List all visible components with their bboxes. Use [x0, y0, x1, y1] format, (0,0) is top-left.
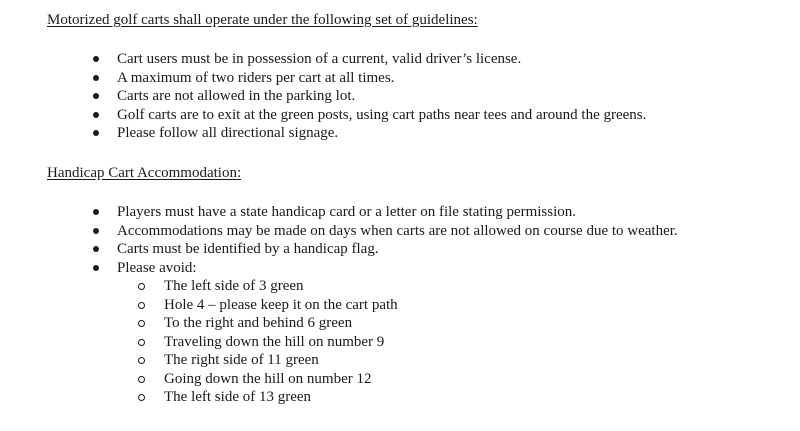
sublist-item	[138, 277, 678, 296]
circle-bullet-icon	[138, 302, 145, 309]
list-item	[92, 87, 646, 106]
list-item	[92, 124, 646, 143]
list-item-text: Carts must be identified by a handicap flag.	[117, 241, 379, 257]
list-item-text: Please follow all directional signage.	[117, 125, 339, 141]
sublist-item-text: Going down the hill on number 12	[164, 370, 372, 387]
bullet-icon	[93, 246, 99, 252]
list-item-text: Carts are not allowed in the parking lot.	[117, 88, 356, 104]
sublist-item-text: The left side of 13 green	[164, 389, 312, 405]
sublist-item	[138, 314, 678, 333]
list-item	[92, 106, 646, 125]
list-item	[92, 222, 678, 241]
list-item	[92, 69, 646, 88]
list-item	[92, 259, 678, 407]
bullet-icon	[93, 56, 99, 62]
avoid-sublist	[138, 277, 678, 407]
list-item	[92, 240, 678, 259]
bullet-icon	[93, 130, 99, 136]
sublist-item-text: Traveling down the hill on number 9	[164, 333, 385, 350]
circle-bullet-icon	[138, 339, 145, 346]
bullet-icon	[93, 228, 99, 234]
list-item-text: Please avoid:	[117, 259, 197, 276]
list-item-text: Accommodations may be made on days when carts are not allowed on course due to weather.	[117, 222, 678, 239]
handicap-list	[92, 203, 678, 407]
section-heading-handicap-accommodation: Handicap Cart Accommodation:	[47, 165, 242, 181]
bullet-icon	[93, 265, 99, 271]
list-item	[92, 203, 678, 222]
circle-bullet-icon	[138, 376, 145, 383]
circle-bullet-icon	[138, 283, 145, 290]
sublist-item-text: The left side of 3 green	[164, 278, 304, 294]
sublist-item	[138, 388, 678, 407]
list-item-text: Players must have a state handicap card or a letter on file stating permission.	[117, 204, 577, 220]
sublist-item-text: To the right and behind 6 green	[164, 315, 353, 331]
circle-bullet-icon	[138, 357, 145, 364]
bullet-icon	[93, 209, 99, 215]
section-heading-golf-cart-guidelines: Motorized golf carts shall operate under the following set of guidelines:	[47, 12, 478, 28]
sublist-item	[138, 351, 678, 370]
circle-bullet-icon	[138, 394, 145, 401]
bullet-icon	[93, 75, 99, 81]
sublist-item	[138, 296, 678, 315]
list-item	[92, 50, 646, 69]
bullet-icon	[93, 93, 99, 99]
sublist-item-text: Hole 4 – please keep it on the cart path	[164, 296, 398, 313]
sublist-item	[138, 333, 678, 352]
guidelines-list	[92, 50, 646, 143]
sublist-item-text: The right side of 11 green	[164, 352, 319, 368]
list-item-text: A maximum of two riders per cart at all times.	[117, 69, 395, 86]
bullet-icon	[93, 112, 99, 118]
list-item-text: Cart users must be in possession of a current, valid driver’s license.	[117, 51, 522, 67]
circle-bullet-icon	[138, 320, 145, 327]
sublist-item	[138, 370, 678, 389]
list-item-text: Golf carts are to exit at the green posts, using cart paths near tees and around the greens.	[117, 106, 647, 123]
